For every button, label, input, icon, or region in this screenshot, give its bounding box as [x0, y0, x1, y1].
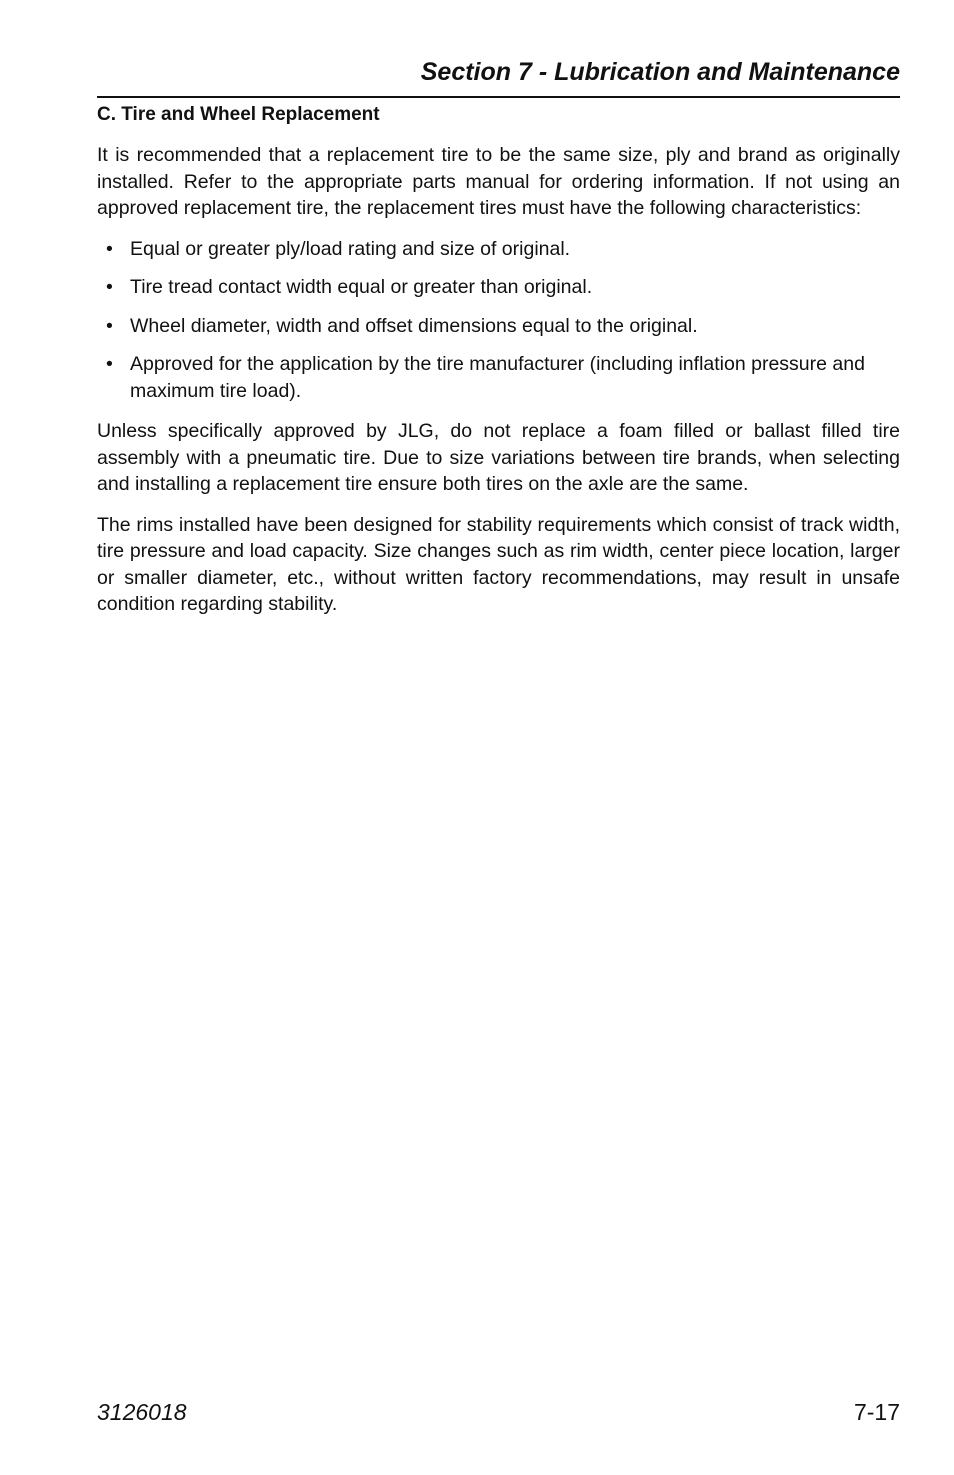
document-number: 3126018: [97, 1399, 187, 1425]
jlg-approval-paragraph: Unless specifically approved by JLG, do not replace a foam filled or ballast filled tire assembly with a pneumatic tire. Due to size variations between tire brands, when selecting and installing a replacement tire ensure both tires on the axle are the same.: [97, 420, 900, 495]
bullet-icon: •: [106, 353, 113, 375]
subsection-heading: C. Tire and Wheel Replacement: [97, 104, 380, 125]
list-item-text: Wheel diameter, width and offset dimensions equal to the original.: [130, 314, 698, 337]
bullet-icon: •: [106, 314, 113, 337]
list-item-text: Equal or greater ply/load rating and size of original.: [130, 237, 571, 260]
list-item: [97, 274, 900, 301]
list-item: [97, 351, 900, 404]
rims-stability-paragraph: The rims installed have been designed for stability requirements which consist of track width, tire pressure and load capacity. Size changes such as rim width, center piece location, larger or smaller diameter, etc., without written factory recommendations, may result in unsafe condition regarding stability.: [97, 513, 900, 615]
list-item: [97, 313, 900, 340]
characteristics-list: [97, 236, 900, 405]
list-item: [97, 236, 900, 263]
bullet-icon: •: [106, 237, 113, 260]
page-content: [97, 102, 900, 632]
intro-paragraph: It is recommended that a replacement tire to be the same size, ply and brand as originally installed. Refer to the appropriate parts manual for ordering information. If not using an approved replacement tire, the replacement tires must have the following characteristics:: [97, 144, 900, 219]
page-number: 7-17: [853, 1399, 900, 1425]
manual-page: [97, 0, 900, 1475]
bullet-icon: •: [106, 276, 113, 298]
list-item-text: Tire tread contact width equal or greater than original.: [130, 276, 593, 298]
list-item-text: Approved for the application by the tire manufacturer (including inflation pressure and maximum tire load).: [130, 353, 865, 402]
section-title: Section 7 - Lubrication and Maintenance: [420, 58, 900, 86]
page-header: [97, 56, 900, 98]
